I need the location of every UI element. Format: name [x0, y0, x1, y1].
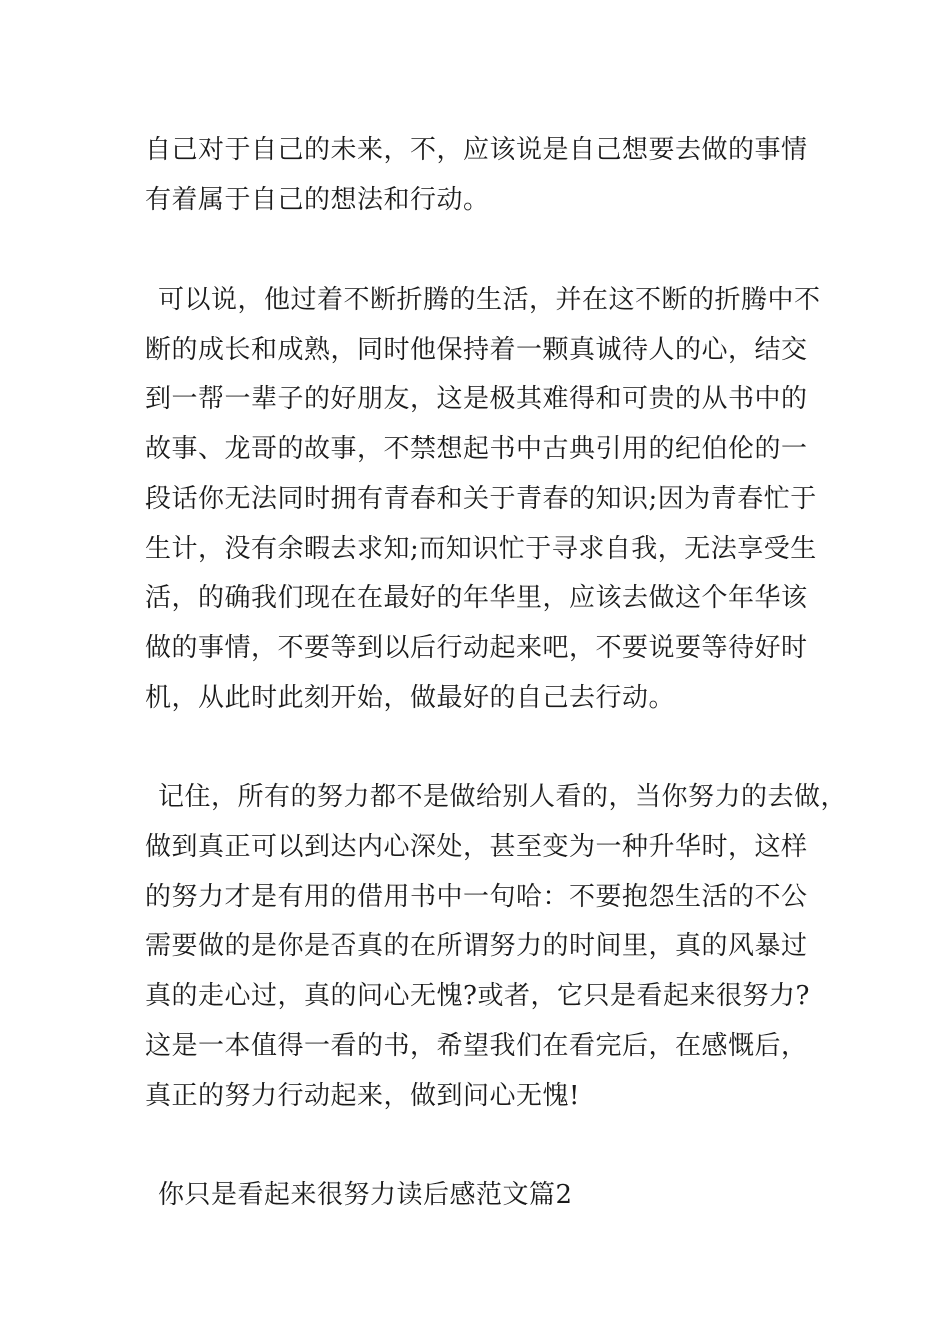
- paragraph-3-line-4: 需要做的是你是否真的在所谓努力的时间里，真的风暴过: [145, 931, 808, 961]
- paragraph-2-line-2: 断的成长和成熟，同时他保持着一颗真诚待人的心，结交: [145, 335, 808, 365]
- paragraph-1-line-2: 有着属于自己的想法和行动。: [145, 185, 490, 215]
- paragraph-2-line-1: 可以说，他过着不断折腾的生活，并在这不断的折腾中不: [158, 285, 821, 315]
- paragraph-2-line-3: 到一帮一辈子的好朋友，这是极其难得和可贵的从书中的: [145, 384, 808, 414]
- paragraph-2-line-5: 段话你无法同时拥有青春和关于青春的知识;因为青春忙于: [145, 484, 817, 514]
- paragraph-3-line-6: 这是一本值得一看的书，希望我们在看完后，在感慨后，: [145, 1031, 808, 1061]
- paragraph-2-line-4: 故事、龙哥的故事，不禁想起书中古典引用的纪伯伦的一: [145, 434, 808, 464]
- paragraph-2-line-6: 生计，没有余暇去求知;而知识忙于寻求自我，无法享受生: [145, 534, 817, 564]
- paragraph-2-line-9: 机，从此时此刻开始，做最好的自己去行动。: [145, 683, 676, 713]
- paragraph-3-line-7: 真正的努力行动起来，做到问心无愧!: [145, 1081, 580, 1111]
- paragraph-3-line-5: 真的走心过，真的问心无愧?或者，它只是看起来很努力?: [145, 981, 810, 1011]
- paragraph-2-line-7: 活，的确我们现在在最好的年华里，应该去做这个年华该: [145, 583, 808, 613]
- section-heading: 你只是看起来很努力读后感范文篇2: [158, 1180, 573, 1210]
- paragraph-3-line-3: 的努力才是有用的借用书中一句哈：不要抱怨生活的不公: [145, 882, 808, 912]
- paragraph-2-line-8: 做的事情，不要等到以后行动起来吧，不要说要等待好时: [145, 633, 808, 663]
- paragraph-3-line-2: 做到真正可以到达内心深处，甚至变为一种升华时，这样: [145, 832, 808, 862]
- paragraph-3-line-1: 记住，所有的努力都不是做给别人看的，当你努力的去做，: [158, 782, 848, 812]
- paragraph-1-line-1: 自己对于自己的未来，不，应该说是自己想要去做的事情: [145, 135, 808, 165]
